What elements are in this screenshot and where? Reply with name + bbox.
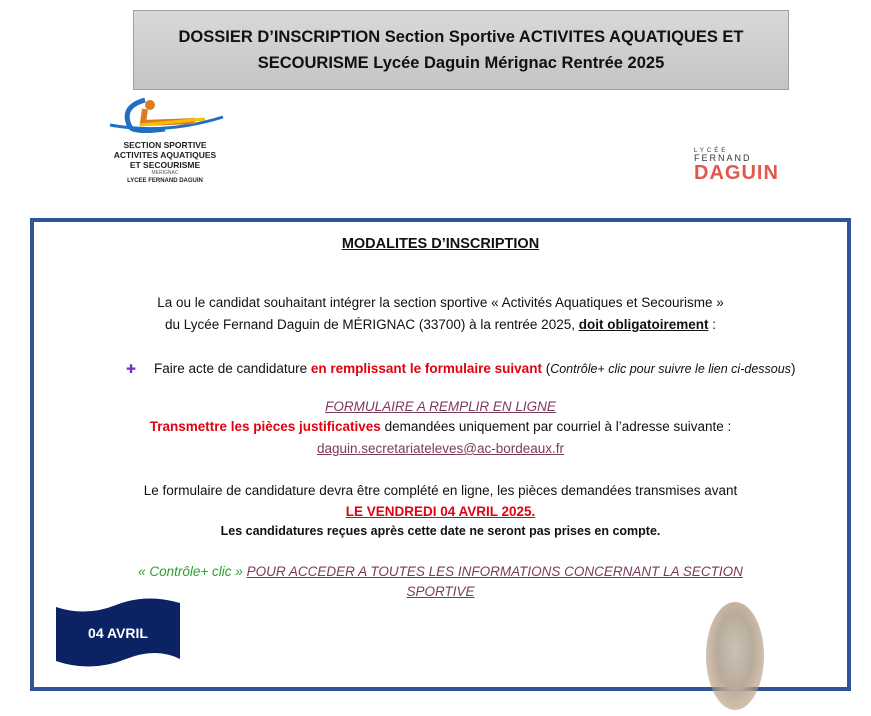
section-title: MODALITES D’INSCRIPTION (341, 236, 540, 252)
paren: ) (790, 361, 796, 376)
bullet-red: en remplissant le formulaire suivant (310, 361, 542, 376)
header-title: DOSSIER D’INSCRIPTION Section Sportive ACTIVITES AQUATIQUES ET SECOURISME Lycée Daguin Mérignac Rentrée 2025 (178, 28, 744, 72)
logo-small: LYCÉE (694, 148, 729, 154)
modalites-frame (30, 218, 851, 691)
intro-must: doit obligatoirement (578, 317, 709, 332)
first-aid-photo (706, 602, 764, 710)
swimmer-icon (105, 95, 225, 135)
intro-line-2 (34, 317, 847, 332)
info-link[interactable]: POUR ACCEDER A TOUTES LES INFORMATIONS CONCERNANT LA SECTION SPORTIVE (246, 564, 743, 599)
logo-line: ACTIVITES AQUATIQUES (113, 150, 217, 160)
transmit-rest: demandées uniquement par courriel à l’adresse suivante : (380, 419, 732, 434)
section-sportive-logo (100, 95, 230, 190)
logo-city: MERIGNAC (151, 170, 179, 176)
date-flag (56, 597, 180, 669)
transmit-line (34, 419, 847, 434)
logo-line: ET SECOURISME (129, 160, 201, 170)
late-notice: Les candidatures reçues après cette date ne seront pas prises en compte. (220, 524, 661, 538)
bullet-text: Faire acte de candidature (154, 361, 311, 376)
info-line (114, 562, 767, 602)
flag-label: 04 AVRIL (88, 625, 148, 641)
logo-school: LYCEE FERNAND DAGUIN (127, 178, 203, 184)
form-link[interactable]: FORMULAIRE A REMPLIR EN LIGNE (325, 399, 556, 414)
bullet-italic: Contrôle+ clic pour suivre le lien ci-dessous (550, 362, 791, 376)
ctrl-clic: « Contrôle+ clic » (138, 564, 243, 579)
email-link[interactable]: daguin.secretariateleves@ac-bordeaux.fr (316, 441, 565, 456)
intro-end: : (708, 317, 716, 332)
logo-last: DAGUIN (694, 162, 779, 184)
bullet-arrow-icon: ✚ (126, 362, 137, 376)
logo-line: SECTION SPORTIVE (123, 140, 207, 150)
bullet-item (126, 359, 797, 379)
deadline-date: LE VENDREDI 04 AVRIL 2025. (345, 504, 536, 519)
deadline-text: Le formulaire de candidature devra être complété en ligne, les pièces demandées transmises avant (143, 483, 738, 498)
transmit-red: Transmettre les pièces justificatives (149, 419, 381, 434)
intro-text: du Lycée Fernand Daguin de MÉRIGNAC (33700) à la rentrée 2025, (164, 317, 575, 332)
logo-first: FERNAND (694, 153, 752, 163)
paren: ( (541, 361, 551, 376)
document-header (133, 10, 789, 90)
lycee-daguin-logo (694, 148, 779, 183)
intro-line-1: La ou le candidat souhaitant intégrer la section sportive « Activités Aquatiques et Secourisme » (157, 295, 724, 310)
